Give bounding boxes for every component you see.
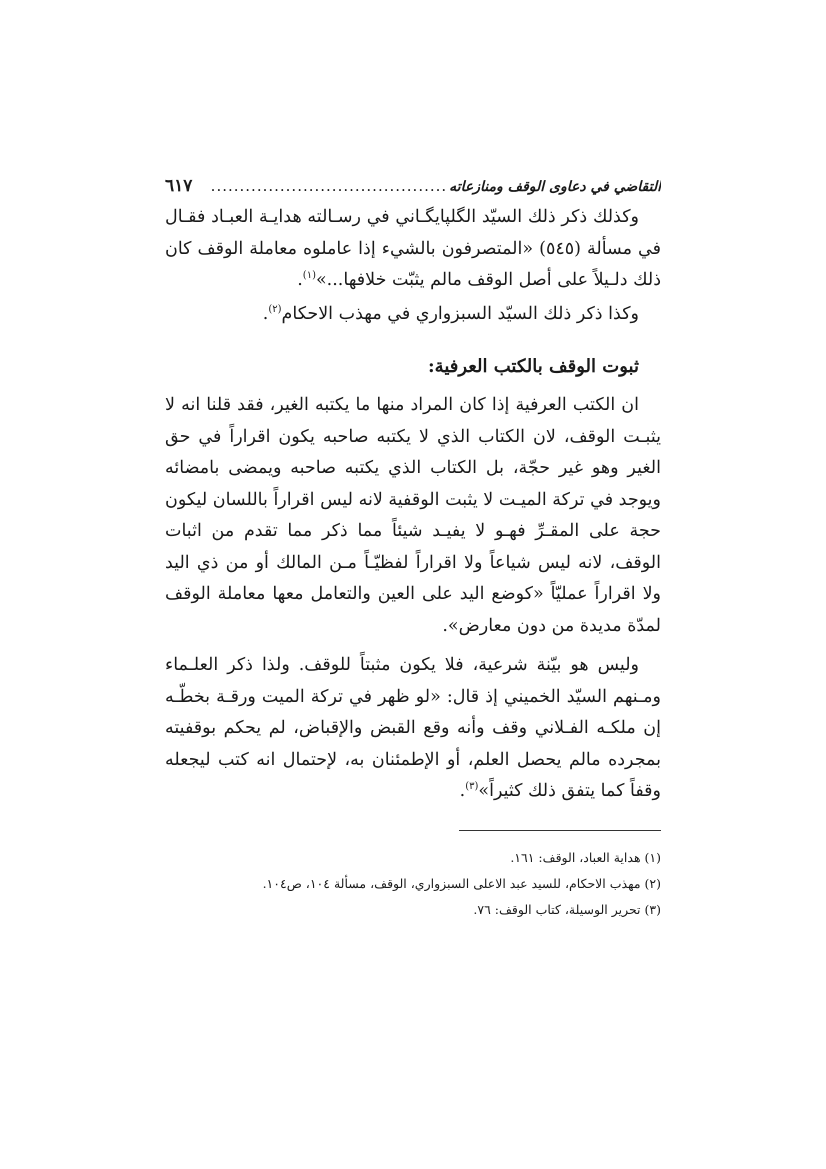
paragraph-4-text: وليس هو بيّنة شرعية، فلا يكون مثبتاً للوقف. ولذا ذكر العلـماء ومـنهم السيّد الخميني إذ قال: «لو ظهر في تركة الميت ورقـة بخطّـه إن ملكـه الفـلاني وقف وأنه وقع القبض والإقباض، لم يحكم بوقفيته بمجرده مالم يحصل العلم، أو الإطمئنان به، لإحتمال انه كتب ليجعله وقفاً كما يتفق ذلك كثيراً»: [165, 655, 661, 801]
paragraph-3: [165, 390, 661, 642]
footnote-2: (٢) مهذب الاحكام، للسيد عبد الاعلى السبزواري، الوقف، مسألة ١٠٤، ص١٠٤.: [262, 875, 661, 891]
paragraph-3-text: ان الكتب العرفية إذا كان المراد منها ما يكتبه الغير، فقد قلنا انه لا يثبـت الوقف، لان الكتاب الذي لا يكتبه صاحبه يكون اقراراً في حق الغير وهو غير حجّة، بل الكتاب الذي يكتبه صاحبه ويمضى بامضائه ويوجد في تركة الميـت لا يثبت الوقفية لانه ليس اقراراً باللسان ليكون حجة على المقـرِّ فهـو لا يفيـد شيئاً مما ذكر مما تقدم من اثبات الوقف، لانه ليس شياعاً ولا اقراراً لفظيّـاً مـن المالك أو من ذي اليد ولا اقراراً عمليّاً «كوضع اليد على العين والتعامل معها معاملة الوقف لمدّة مديدة من دون معارض».: [165, 395, 661, 636]
running-title: التقاضي في دعاوى الوقف ومنازعاته: [449, 179, 661, 195]
paragraph-1-text: وكذلك ذكر ذلك السيّد الگلپايگـاني في رسـالته هدايـة العبـاد فقـال في مسألة (٥٤٥) «المتصرفون بالشيء إذا عاملوه معاملة الوقف كان ذلك دلـيلاً على أصل الوقف مالم يثبّت خلافها...»: [165, 207, 661, 290]
paragraph-2: [165, 299, 661, 331]
paragraph-2-text: وكذا ذكر ذلك السيّد السبزواري في مهذب الاحكام: [281, 303, 639, 324]
paragraph-4-tail: .: [459, 781, 466, 801]
page-number: ٦١٧: [165, 176, 193, 196]
footnote-ref-3[interactable]: (٣): [465, 781, 479, 793]
footnote-ref-1[interactable]: (١): [302, 270, 316, 282]
footnote-3: (٣) تحرير الوسيلة، كتاب الوقف: ٧٦.: [473, 901, 661, 917]
running-header: [165, 170, 661, 202]
paragraph-gap: [165, 642, 661, 650]
section-heading: ثبوت الوقف بالكتب العرفية:: [428, 356, 639, 377]
footnote-ref-2[interactable]: (٢): [268, 303, 282, 315]
paragraph-2-tail: .: [262, 303, 269, 324]
footnote-divider: [459, 830, 661, 831]
document-page: [165, 170, 661, 923]
dot-leader: .........................................: [210, 177, 448, 195]
paragraph-1-tail: .: [297, 270, 303, 290]
footnotes: [165, 845, 661, 923]
paragraph-1: [165, 202, 661, 297]
paragraph-4: [165, 650, 661, 808]
footnote-1: (١) هداية العباد، الوقف: ١٦١.: [510, 849, 661, 865]
